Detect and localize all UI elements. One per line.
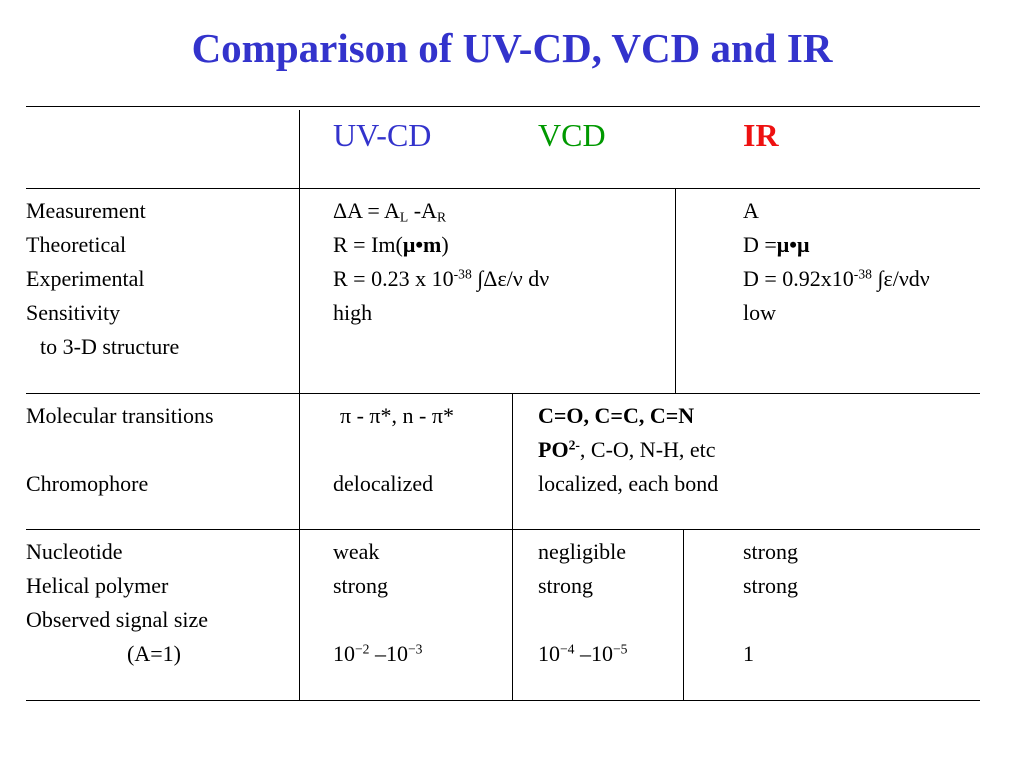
ir-measurement: A xyxy=(743,198,759,223)
ir-theoretical: D =μ•μ xyxy=(743,232,810,257)
label-molecular-transitions: Molecular transitions xyxy=(26,403,214,428)
header-ir: IR xyxy=(743,117,779,153)
label-nucleotide: Nucleotide xyxy=(26,539,123,564)
uvcd-measurement: $\Delta A = A_L$ $-A_R$ xyxy=(333,198,447,225)
uvcd-signal-size: $10^{-2}$ $-10^{-3}$ xyxy=(333,641,423,666)
uvcd-nucleotide: weak xyxy=(333,539,380,564)
vcd-signal-size: $10^{-4}$ $-10^{-5}$ xyxy=(538,641,628,666)
label-signal-unit: (A=1) xyxy=(127,641,181,666)
label-observed-signal: Observed signal size xyxy=(26,607,209,632)
ir-experimental: $D = 0.92x10^{-38}$ ∫ε/νdν xyxy=(743,266,930,291)
uvcd-transitions: π - π*, n - π* xyxy=(340,403,454,428)
uvcd-helical: strong xyxy=(333,573,388,598)
vcd-transitions-line1: C=O, C=C, C=N xyxy=(538,403,695,428)
divider-ir-section1 xyxy=(675,188,676,393)
uvcd-theoretical: R = Im(μ•m) xyxy=(333,232,449,257)
vcd-helical: strong xyxy=(538,573,593,598)
divider-vcd-column xyxy=(512,393,513,700)
label-chromophore: Chromophore xyxy=(26,471,149,496)
vcd-transitions-line2: $PO^{2-}$, C-O, N-H, etc xyxy=(538,437,716,462)
page-title: Comparison of UV-CD, VCD and IR xyxy=(191,25,833,71)
uvcd-chromophore: delocalized xyxy=(333,471,434,496)
uvcd-experimental: R = 0.23 x $10^{-38}$ ∫Δε/ν dν xyxy=(333,266,550,291)
rule-header xyxy=(26,188,980,189)
ir-helical: strong xyxy=(743,573,798,598)
vcd-nucleotide: negligible xyxy=(538,539,626,564)
ir-nucleotide: strong xyxy=(743,539,798,564)
label-sensitivity: Sensitivity xyxy=(26,300,121,325)
label-theoretical: Theoretical xyxy=(26,232,127,257)
rule-section1 xyxy=(26,393,980,394)
header-vcd: VCD xyxy=(538,117,606,153)
ir-sensitivity: low xyxy=(743,300,776,325)
rule-top xyxy=(26,106,980,107)
rule-section2 xyxy=(26,529,980,530)
divider-label-column xyxy=(299,110,300,700)
header-uvcd: UV-CD xyxy=(333,117,432,153)
label-measurement: Measurement xyxy=(26,198,146,223)
label-experimental: Experimental xyxy=(26,266,145,291)
label-helical-polymer: Helical polymer xyxy=(26,573,169,598)
ir-signal-size: 1 xyxy=(743,641,754,666)
uvcd-sensitivity: high xyxy=(333,300,373,325)
label-3d-structure: to 3-D structure xyxy=(40,334,180,359)
vcd-chromophore: localized, each bond xyxy=(538,471,719,496)
rule-bottom xyxy=(26,700,980,701)
divider-ir-section3 xyxy=(683,529,684,700)
